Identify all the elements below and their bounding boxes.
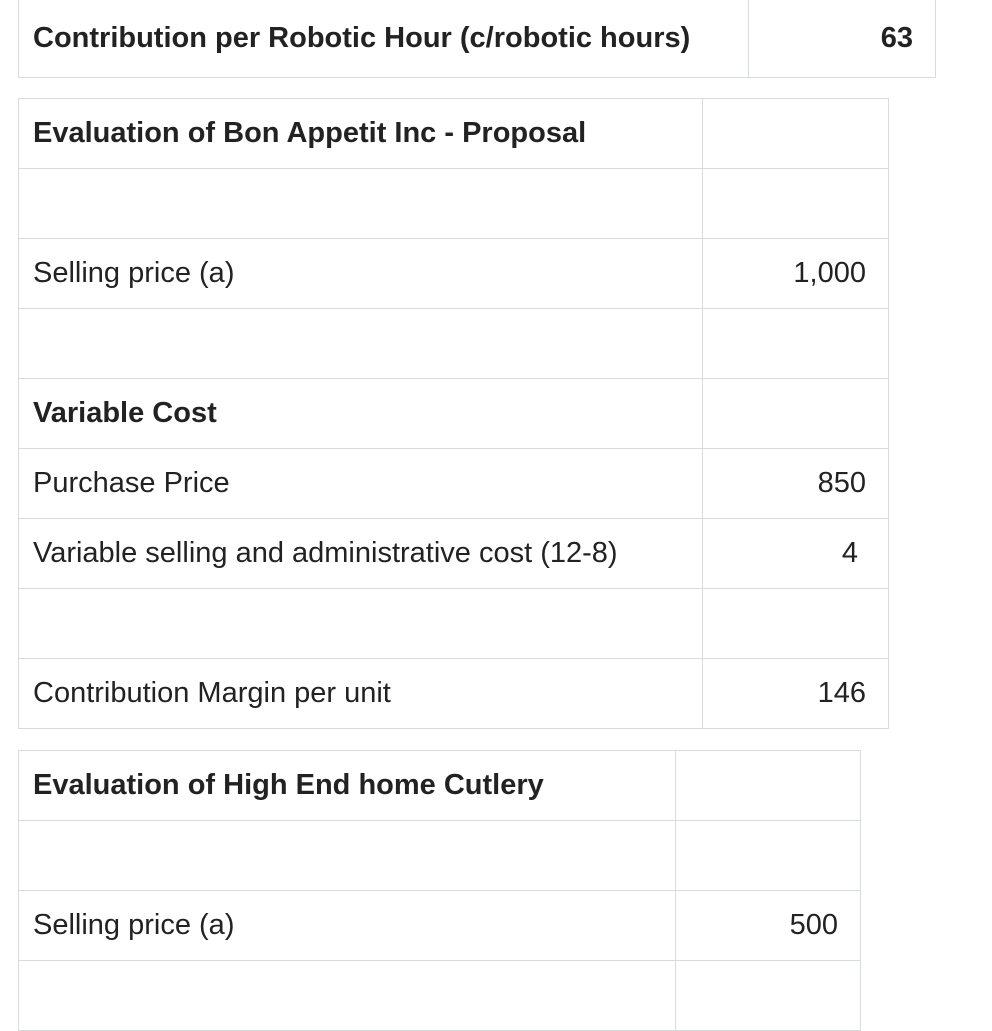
empty-cell: [703, 169, 889, 239]
empty-cell: [19, 821, 676, 891]
table-row: [19, 961, 861, 1031]
table-row: [19, 589, 889, 659]
empty-cell: [676, 821, 861, 891]
table-row: [19, 379, 889, 449]
table-row: [19, 659, 889, 729]
table-row: [19, 99, 889, 169]
section-heading: Variable Cost: [19, 379, 703, 449]
table-row: [19, 169, 889, 239]
empty-cell: [703, 379, 889, 449]
table-row: [19, 449, 889, 519]
empty-cell: [703, 99, 889, 169]
row-label: Selling price (a): [19, 891, 676, 961]
empty-cell: [676, 751, 861, 821]
empty-cell: [19, 309, 703, 379]
table-row: [19, 821, 861, 891]
table-row: [19, 751, 861, 821]
section-title: Evaluation of Bon Appetit Inc - Proposal: [19, 99, 703, 169]
section-title: Evaluation of High End home Cutlery: [19, 751, 676, 821]
robotic-hour-table: [18, 0, 936, 78]
row-value: 1,000: [703, 239, 889, 309]
row-value: 146: [703, 659, 889, 729]
row-value: 500: [676, 891, 861, 961]
empty-cell: [19, 961, 676, 1031]
empty-cell: [19, 589, 703, 659]
empty-cell: [703, 589, 889, 659]
table-row: [19, 309, 889, 379]
empty-cell: [703, 309, 889, 379]
row-value: 850: [703, 449, 889, 519]
row-label: Contribution per Robotic Hour (c/robotic hours): [19, 0, 749, 78]
table-row: [19, 891, 861, 961]
cutlery-table: [18, 750, 861, 1031]
table-row: [19, 0, 936, 78]
row-label: Contribution Margin per unit: [19, 659, 703, 729]
row-value: 63: [749, 0, 936, 78]
table-row: [19, 519, 889, 589]
empty-cell: [19, 169, 703, 239]
row-label: Selling price (a): [19, 239, 703, 309]
row-label: Purchase Price: [19, 449, 703, 519]
row-value: 4: [703, 519, 889, 589]
bon-appetit-table: [18, 98, 889, 729]
empty-cell: [676, 961, 861, 1031]
table-row: [19, 239, 889, 309]
row-label: Variable selling and administrative cost (12-8): [19, 519, 703, 589]
